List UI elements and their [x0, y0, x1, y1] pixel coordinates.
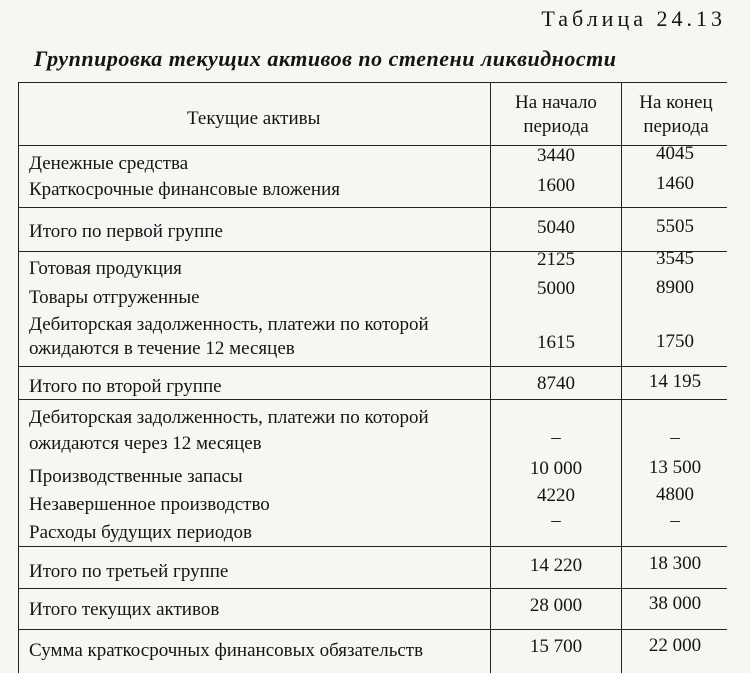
row-label: Готовая продукция [29, 258, 182, 279]
cell-start: 3440 [537, 145, 575, 166]
cell-start: 4220 [537, 485, 575, 506]
row-label: Краткосрочные финансовые вложения [29, 179, 340, 200]
cell-end: 14 195 [648, 371, 702, 392]
table-number: Таблица 24.13 [541, 6, 726, 31]
row-label: Денежные средства [29, 153, 189, 174]
cell-end: – [670, 427, 680, 448]
row-divider [19, 399, 727, 400]
row-label: Расходы будущих периодов [29, 522, 252, 543]
cell-end: 4800 [656, 484, 694, 505]
row-label: Итого по второй группе [29, 376, 222, 397]
cell-end: 1460 [656, 173, 694, 194]
column-divider [490, 83, 491, 673]
row-label: Итого по третьей группе [29, 561, 229, 582]
row-label: Дебиторская задолженность, платежи по которой [29, 314, 429, 335]
table-title: Группировка текущих активов по степени ликвидности [34, 46, 617, 71]
header-start: На начало периода [515, 92, 597, 137]
row-label-cont: ожидаются через 12 месяцев [29, 433, 262, 454]
row-divider [19, 588, 727, 589]
column-divider [621, 83, 622, 673]
cell-start: 1600 [537, 175, 575, 196]
row-divider [19, 629, 727, 630]
liquidity-table [18, 82, 727, 673]
cell-end: 38 000 [648, 593, 702, 614]
row-label: Итого текущих активов [29, 599, 220, 620]
row-label: Товары отгруженные [29, 287, 200, 308]
row-divider [19, 207, 727, 208]
cell-start: 5000 [537, 278, 575, 299]
cell-start: 14 220 [529, 555, 583, 576]
row-label: Незавершенное производство [29, 494, 270, 515]
row-divider [19, 366, 727, 367]
cell-start: 15 700 [529, 636, 583, 657]
row-label: Сумма краткосрочных финансовых обязательств [29, 640, 424, 661]
cell-start: 1615 [537, 332, 575, 353]
cell-start: 28 000 [529, 595, 583, 616]
cell-end: 4045 [656, 143, 694, 164]
cell-end: 5505 [656, 216, 694, 237]
row-divider [19, 546, 727, 547]
row-divider [19, 251, 727, 252]
cell-end: 18 300 [648, 553, 702, 574]
cell-end: 22 000 [648, 635, 702, 656]
cell-end: 8900 [656, 277, 694, 298]
cell-start: 5040 [537, 217, 575, 238]
cell-start: 10 000 [529, 458, 583, 479]
cell-end: 3545 [656, 248, 694, 269]
row-label: Дебиторская задолженность, платежи по которой [29, 407, 429, 428]
cell-end: 13 500 [648, 457, 702, 478]
cell-start: 8740 [537, 373, 575, 394]
row-label-cont: ожидаются в течение 12 месяцев [29, 338, 295, 359]
header-end: На конец периода [639, 92, 713, 137]
cell-end: 1750 [656, 331, 694, 352]
header-assets: Текущие активы [187, 108, 321, 129]
cell-start: 2125 [537, 249, 575, 270]
cell-end: – [670, 510, 680, 531]
cell-start: – [551, 510, 561, 531]
cell-start: – [551, 427, 561, 448]
row-label: Итого по первой группе [29, 221, 223, 242]
row-divider [19, 145, 727, 146]
row-label: Производственные запасы [29, 466, 243, 487]
